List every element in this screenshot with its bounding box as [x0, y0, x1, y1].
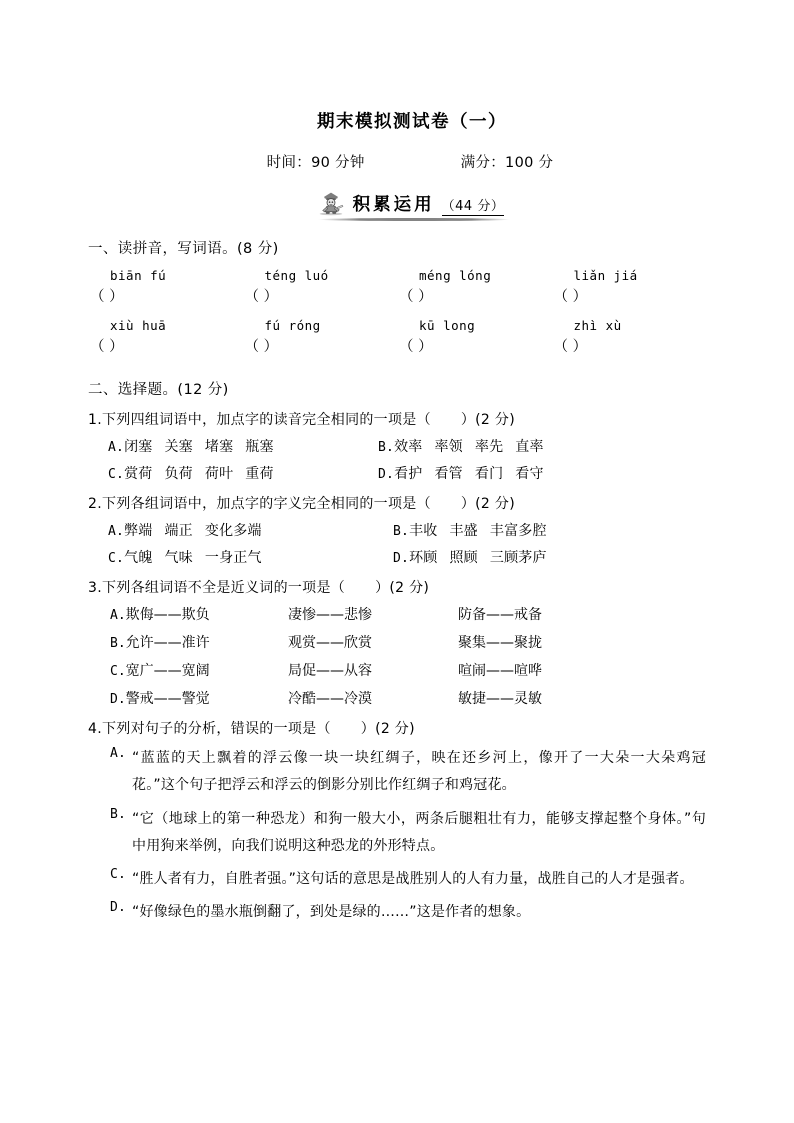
question-1 [88, 409, 706, 483]
option-c[interactable] [88, 866, 706, 893]
question-number: 2. [88, 496, 102, 512]
option-d[interactable] [88, 688, 706, 708]
pinyin-row [88, 318, 706, 333]
question-stem-tail: ）(2 分) [360, 721, 415, 737]
option-text: 观赏——欣赏 [288, 635, 372, 651]
answer-blank[interactable]: （ ） [399, 289, 433, 305]
option-label: B. [378, 440, 395, 455]
question-stem-tail: ）(2 分) [460, 496, 515, 512]
answer-blank[interactable]: （ ） [90, 289, 124, 305]
exam-time: 时间：90 分钟 [266, 155, 365, 171]
option-text: 丰收 丰盛 丰富多腔 [409, 523, 547, 539]
option-label: A. [110, 746, 127, 761]
option-text: 气魄 气味 一身正气 [124, 550, 262, 566]
option-text: 弊端 端正 变化多端 [124, 523, 262, 539]
question-stem-tail: ）(2 分) [460, 412, 515, 428]
option-a[interactable] [88, 745, 706, 800]
option-row [88, 547, 706, 567]
option-text: 宽广——宽阔 [125, 663, 210, 679]
option-label: A. [108, 524, 125, 539]
pinyin-label: zhì xù [573, 318, 622, 333]
question-stem-tail: ）(2 分) [375, 580, 430, 596]
option-label: C. [110, 867, 127, 883]
answer-blank[interactable]: （ ） [244, 289, 279, 305]
section-one-heading: 一、读拼音，写词语。(8 分) [88, 241, 279, 257]
option-text: 闭塞 关塞 堵塞 瓶塞 [124, 439, 274, 455]
option-text: 局促——从容 [288, 663, 372, 679]
option-row [88, 436, 706, 456]
option-label: A. [108, 440, 125, 455]
answer-blank[interactable]: （ ） [399, 339, 433, 355]
answer-blank-row [88, 335, 706, 356]
option-text: 冷酷——冷漠 [288, 691, 372, 707]
option-label: B. [110, 636, 126, 651]
student-cartoon-icon [316, 190, 346, 216]
answer-blank[interactable]: （ ） [553, 339, 588, 355]
answer-blank[interactable]: （ ） [553, 289, 588, 305]
question-stem [88, 718, 706, 738]
section-banner-title: 积累运用 [352, 195, 435, 215]
option-text: 环顾 照顾 三顾茅庐 [409, 550, 547, 566]
question-stem [88, 493, 706, 513]
option-text: 允许——准许 [125, 635, 210, 651]
option-text: 聚集——聚拢 [458, 635, 542, 651]
option-text: “好像绿色的墨水瓶倒翻了，到处是绿的……”这是作者的想象。 [132, 904, 531, 921]
option-b[interactable] [88, 632, 706, 652]
option-c[interactable] [88, 660, 706, 680]
section-banner [88, 190, 706, 221]
option-d[interactable] [378, 463, 648, 483]
option-text: “胜人者有力，自胜者强。”这句话的意思是战胜别人的人有力量，战胜自己的人才是强者。 [132, 871, 694, 888]
pinyin-row [88, 268, 706, 283]
section-banner-score: （44 分） [442, 195, 505, 216]
option-text: 欺侮——欺负 [125, 607, 210, 623]
option-b[interactable] [393, 520, 678, 540]
question-stem [88, 577, 706, 597]
option-a[interactable] [108, 520, 393, 540]
option-label: A. [110, 608, 126, 623]
option-label: D. [110, 692, 126, 707]
option-label: D. [110, 900, 127, 916]
option-text: 喧闹——喧哗 [458, 663, 542, 679]
option-text: “蓝蓝的天上飘着的浮云像一块一块红绸子，映在还乡河上，像开了一大朵一大朵鸡冠花。”这个句子把浮云和浮云的倒影分别比作红绸子和鸡冠花。 [132, 750, 706, 794]
question-stem-text: 下列四组词语中，加点字的读音完全相同的一项是（ [101, 412, 431, 428]
question-stem-text: 下列对句子的分析，错误的一项是（ [101, 721, 331, 737]
answer-blank[interactable]: （ ） [90, 339, 124, 355]
pinyin-label: fú róng [264, 318, 321, 333]
answer-blank[interactable]: （ ） [244, 339, 279, 355]
pinyin-label: méng lóng [419, 268, 492, 283]
pinyin-label: biān fú [110, 268, 167, 283]
section-two-heading: 二、选择题。(12 分) [88, 382, 229, 398]
option-text: 效率 率领 率先 直率 [394, 439, 544, 455]
exam-meta [88, 151, 706, 172]
option-label: D. [393, 551, 410, 566]
pinyin-label: téng luó [264, 268, 329, 283]
option-row [88, 520, 706, 540]
question-number: 3. [88, 580, 102, 596]
option-text: 防备——戒备 [458, 607, 542, 623]
pinyin-label: liǎn jiá [573, 268, 638, 283]
option-row [88, 463, 706, 483]
question-number: 4. [88, 721, 102, 737]
option-text: 看护 看管 看门 看守 [394, 466, 544, 482]
question-2 [88, 493, 706, 567]
option-label: C. [108, 467, 125, 482]
option-text: 警戒——警觉 [125, 691, 210, 707]
option-d[interactable] [88, 899, 706, 926]
option-label: C. [108, 551, 125, 566]
option-c[interactable] [108, 463, 378, 483]
option-text: 凄惨——悲惨 [288, 607, 372, 623]
option-text: “它（地球上的第一种恐龙）和狗一般大小，两条后腿粗壮有力，能够支撑起整个身体。”句中用狗来举例，向我们说明这种恐龙的外形特点。 [132, 810, 706, 854]
page-title: 期末模拟测试卷（一） [317, 112, 507, 132]
answer-blank-row [88, 285, 706, 306]
question-4 [88, 718, 706, 927]
option-a[interactable] [108, 436, 378, 456]
option-text: 赏荷 负荷 荷叶 重荷 [124, 466, 274, 482]
pinyin-label: xiù huā [110, 318, 167, 333]
pinyin-label: kū long [419, 318, 476, 333]
question-stem-text: 下列各组词语不全是近义词的一项是（ [101, 580, 346, 596]
option-label: C. [110, 664, 126, 679]
option-label: B. [110, 806, 127, 822]
question-stem-text: 下列各组词语中，加点字的字义完全相同的一项是（ [101, 496, 431, 512]
exam-total-score: 满分：100 分 [460, 155, 554, 171]
option-b[interactable] [378, 436, 648, 456]
question-3 [88, 577, 706, 708]
option-label: D. [378, 467, 395, 482]
option-text: 敏捷——灵敏 [458, 691, 542, 707]
question-stem [88, 409, 706, 429]
option-d[interactable] [393, 547, 678, 567]
option-a[interactable] [88, 604, 706, 624]
question-number: 1. [88, 412, 102, 428]
pinyin-exercise [88, 268, 706, 356]
option-label: B. [393, 524, 410, 539]
option-b[interactable] [88, 806, 706, 861]
option-c[interactable] [108, 547, 393, 567]
